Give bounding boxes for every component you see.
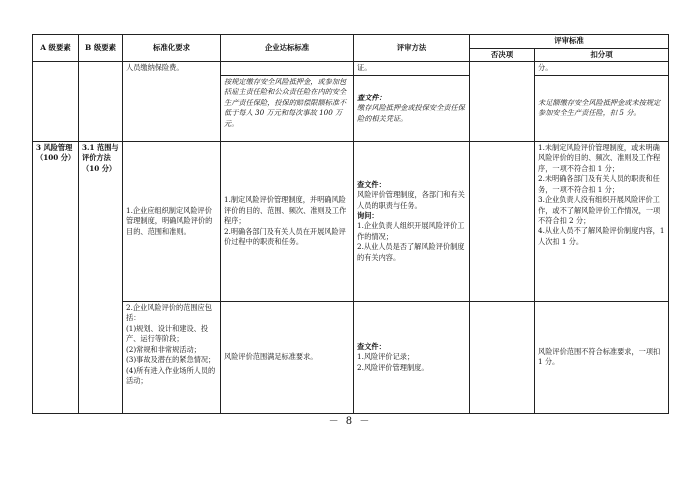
header-row-1 <box>33 35 669 49</box>
col-a-header: A 级要素 <box>33 35 79 62</box>
deduct-cell: 风险评价范围不符合标准要求，一项扣 1 分。 <box>535 301 669 413</box>
method-label: 询问： <box>357 210 379 220</box>
table-row <box>33 62 669 75</box>
a-cell-empty <box>33 62 79 141</box>
table-row <box>33 141 669 301</box>
col-deduct-header: 扣分项 <box>535 48 669 62</box>
ent-text: 1.制定风险评价管理制度，并明确风险评价的目的、范围、频次、准则及工作程序； 2.明确各部门及有关人员在开展风险评价过程中的职责和任务。 <box>224 195 347 247</box>
ent-cell <box>221 62 354 75</box>
col-veto-header: 否决项 <box>470 48 535 62</box>
std-cell: 1.企业应组织制定风险评价管理制度，明确风险评价的目的、范围和准则。 <box>123 141 221 301</box>
table-row <box>33 301 669 413</box>
b-cell-empty <box>79 62 123 141</box>
ent-cell <box>221 141 354 301</box>
std-cell: 2.企业风险评价的范围应包括： (1)规划、设计和建设、投产、运行等阶段； (2)常规和非常规活动； (3)事故及潜在的紧急情况； (4)所有进入作业场所人员的活动； <box>123 301 221 413</box>
method-label: 查文件： <box>357 341 386 351</box>
b-cell: 3.1 范围与评价方法（10 分） <box>79 141 123 413</box>
col-std-header: 标准化要求 <box>123 35 221 62</box>
method-text: 1.企业负责人组织开展风险评价工作的情况； 2.从业人员是否了解风险评价制度的有关内容。 <box>357 221 465 262</box>
method-cell: 证。 <box>354 62 470 75</box>
method-text: 1.风险评价记录； 2.风险评价管理制度。 <box>357 352 429 372</box>
deduct-cell: 分。 <box>535 62 669 75</box>
ent-cell: 按规定缴存安全风险抵押金，或参加包括雇主责任险和公众责任险在内的安全生产责任保险，投保的赔偿限额标准不低于每人 30 万元和每次事故 100 万元。 <box>221 75 354 141</box>
col-ent-header: 企业达标标准 <box>221 35 354 62</box>
deduct-cell: 未足额缴存安全风险抵押金或未按规定参加安全生产责任险，扣 5 分。 <box>535 75 669 141</box>
method-cell <box>354 75 470 141</box>
veto-cell <box>470 141 535 301</box>
method-text: 缴存风险抵押金或投保安全责任保险的相关凭证。 <box>357 103 465 123</box>
method-cell <box>354 301 470 413</box>
method-text: 风险评价管理制度，各部门和有关人员的职责与任务。 <box>357 190 465 210</box>
veto-cell <box>470 301 535 413</box>
method-label: 查文件： <box>357 179 386 189</box>
assessment-table <box>32 34 669 414</box>
method-label: 查文件： <box>357 92 386 102</box>
col-method-header: 评审方法 <box>354 35 470 62</box>
ent-cell: 风险评价范围满足标准要求。 <box>221 301 354 413</box>
col-criteria-header: 评审标准 <box>470 35 669 49</box>
method-cell <box>354 141 470 301</box>
veto-cell <box>470 62 535 141</box>
std-cell: 人员缴纳保险费。 <box>123 62 221 141</box>
a-cell: 3 风险管理（100 分） <box>33 141 79 413</box>
col-b-header: B 级要素 <box>79 35 123 62</box>
page-number: － 8 － <box>328 416 372 427</box>
deduct-cell: 1.未制定风险评价管理制度，或未明确风险评价的目的、频次、准则及工作程序，一项不符合扣 1 分； 2.未明确各部门及有关人员的职责和任务，一项不符合扣 1 分； 3.企业负责人没有组织开展风险评价工作，或不了解风险评价工作情况，一项不符合扣 2 分； 4.从业人员不了解风险评价制度内容，1 人次扣 1 分。 <box>535 141 669 301</box>
